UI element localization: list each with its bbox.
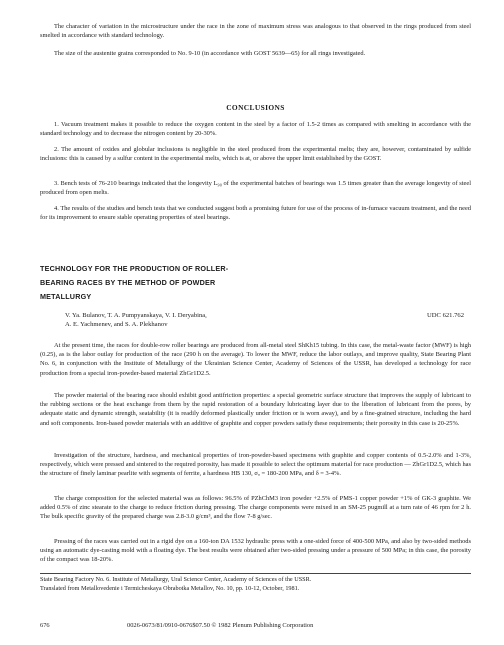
article-paragraph: Pressing of the races was carried out in a rigid dye on a 160-ton DA 1532 hydraulic press with a one-sided force of 400-500 MPa, and also by two-sided methods using an automatic dye-casting mold with a floating dye. The best results were obtained after two-sided pressing under a pressure of 500 MPa; in this case, the porosity of the compact was 18-20%. <box>40 538 471 564</box>
article-authors <box>65 311 365 329</box>
copyright-line: 0026-0673/81/0910-0676$07.50 © 1982 Plenum Publishing Corporation <box>127 622 314 629</box>
article-paragraph: The charge composition for the selected material was as follows: 96.5% of PZhChM3 iron powder +2.5% of PMS-1 copper powder +1% of GK-3 graphite. We added 0.5% of zinc stearate to the charge to reduce friction during pressing. The charge components were mixed in an SM-25 pugmill at a turn rate of 46 rpm for 2 h. The bulk specific gravity of the prepared charge was 2.8-3.0 g/cm³, and the flow 7-8 g/sec. <box>40 495 471 521</box>
article-title <box>40 262 280 304</box>
conclusion-item: 4. The results of the studies and bench tests that we conducted suggest both a promising future for use of the process of in-furnace vacuum treatment, and the need for its improvement to ensure stable operating properties of steel bearings. <box>40 205 471 222</box>
conclusion-item: 3. Bench tests of 76-210 bearings indicated that the longevity L₉₀ of the experimental batches of bearings was 1.5 times greater than the average longevity of steel produced from open melts. <box>40 180 471 197</box>
authors-line: A. E. Yachmenev, and S. A. Plekhanov <box>65 321 168 329</box>
article-paragraph: Investigation of the structure, hardness, and mechanical properties of iron-powder-based specimens with graphite and copper contents of 0.5-2.0% and 1-3%, respectively, which were pressed and sintered to the required porosity, has made it possible to select the optimum material for race production — ZhGr1D2.5, which has the structure of finely laminar pearlite with segments of ferrite, a hardness HB 130, σᵤ = 180-200 MPa, and δ = 3-4%. <box>40 452 471 478</box>
article-title-line: BEARING RACES BY THE METHOD OF POWDER <box>40 278 216 287</box>
body-paragraph: The size of the austenite grains corresponded to No. 9-10 (in accordance with GOST 5639—65) for all rings investigated. <box>54 50 366 57</box>
authors-line: V. Ya. Bulanov, T. A. Pumpyanskaya, V. I. Deryabina, <box>65 312 207 319</box>
conclusion-item: 2. The amount of oxides and globular inclusions is negligible in the steel produced from the experimental melts; they are, however, contaminated by sulfide inclusions: this is caused by a sulfur content in the experimental melts, which is at, or above the upper limit established by the GOST. <box>40 146 471 163</box>
page-number: 676 <box>40 622 50 629</box>
conclusions-heading: CONCLUSIONS <box>226 103 285 112</box>
article-paragraph: The powder material of the bearing race should exhibit good antifriction properties: a special geometric surface structure that improves the supply of lubricant to the rubbing sections or the heat exchange from them by the rapid restoration of a boundary lubricating layer due to the liberation of lubricant from the pores, by adequate static and dynamic strength, seatability (it is readily deformed plastically under friction or is worn away), and by a fine-grained structure, including the hard and soft components. Iron-based powder materials with an additive of graphite and copper powders satisfy these requirements; their porosity in this case is 20-25%. <box>40 392 471 427</box>
conclusion-item: 1. Vacuum treatment makes it possible to reduce the oxygen content in the steel by a factor of 1.5-2 times as compared with smelting in accordance with the standard technology and to decrease the nitrogen content by 20-30%. <box>40 121 471 138</box>
article-paragraph: At the present time, the races for double-row roller bearings are produced from all-metal steel ShKh15 tubing. In this case, the metal-waste factor (MWF) is high (0.25), as is the labor outlay for production of the race (290 h on the average). To lower the MWF, reduce the labor outlays, and improve quality, State Bearing Plant No. 6, in conjunction with the Institute of Metallurgy of the Ukrainian Science Center, Academy of Sciences of the USSR, has developed a technology for race production from a special iron-powder-based material ZhGr1D2.5. <box>40 342 471 377</box>
udc-code: UDC 621.762 <box>427 312 464 319</box>
body-paragraph: The character of variation in the microstructure under the race in the zone of maximum stress was analogous to that observed in the rings produced from steel smelted in accordance with standard technology. <box>40 23 471 40</box>
footnote-source: Translated from Metallovedenie i Termicheskaya Obrabotka Metallov, No. 10, pp. 10-12, October, 1981. <box>40 584 300 592</box>
article-title-line: METALLURGY <box>40 292 92 301</box>
article-title-line: TECHNOLOGY FOR THE PRODUCTION OF ROLLER- <box>40 264 229 273</box>
footnote-divider <box>40 573 471 574</box>
footnote <box>40 576 480 594</box>
footnote-affiliation: State Bearing Factory No. 6. Institute of Metallurgy, Ural Science Center, Academy of Sciences of the USSR. <box>40 576 312 583</box>
